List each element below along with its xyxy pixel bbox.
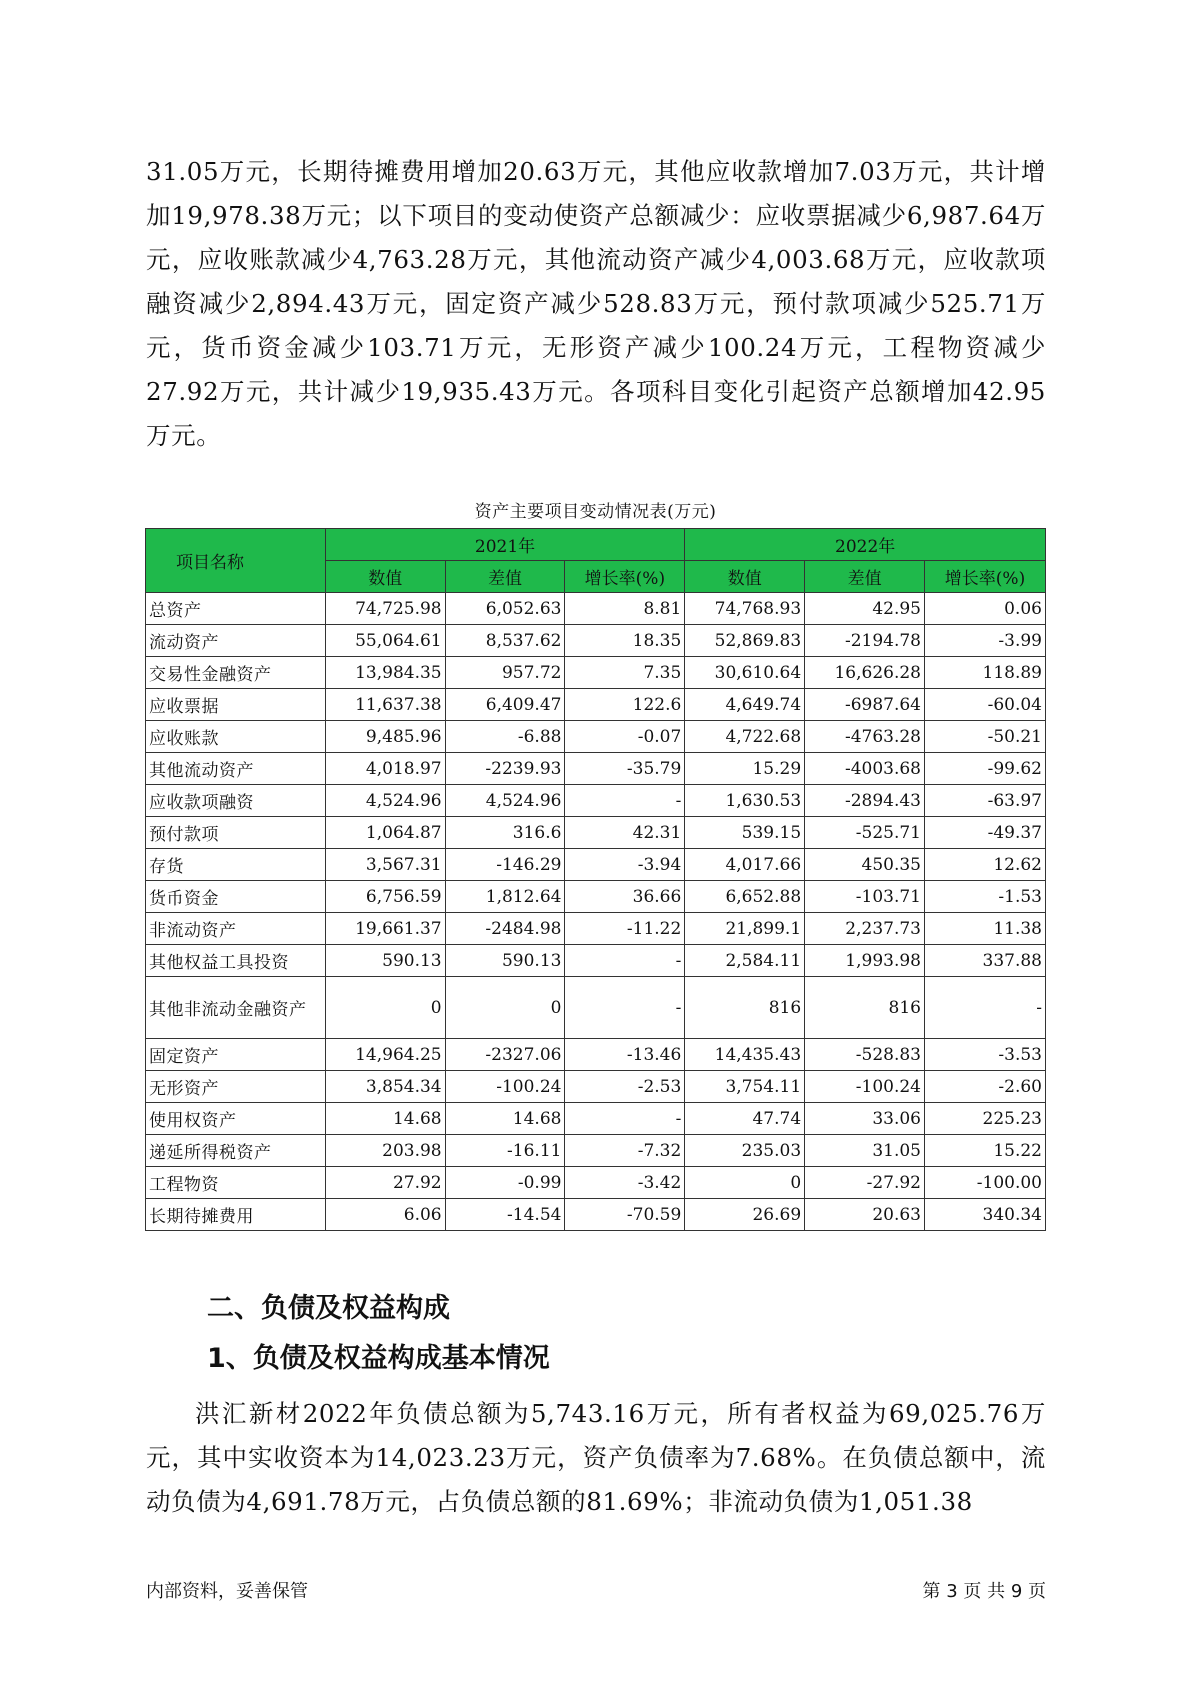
cell-item-name: 存货 <box>146 849 326 881</box>
cell-value-2022: 30,610.64 <box>685 657 805 689</box>
cell-diff-2021: 6,409.47 <box>445 689 565 721</box>
cell-rate-2021: -0.07 <box>565 721 685 753</box>
cell-rate-2021: -3.42 <box>565 1167 685 1199</box>
cell-diff-2022: 450.35 <box>805 849 925 881</box>
cell-rate-2021: - <box>565 1103 685 1135</box>
table-row <box>146 1103 1046 1135</box>
table-row <box>146 849 1046 881</box>
cell-item-name: 预付款项 <box>146 817 326 849</box>
cell-diff-2022: 42.95 <box>805 593 925 625</box>
cell-rate-2021: -7.32 <box>565 1135 685 1167</box>
cell-rate-2022: 340.34 <box>925 1199 1046 1231</box>
cell-diff-2021: 6,052.63 <box>445 593 565 625</box>
cell-value-2021: 19,661.37 <box>325 913 445 945</box>
cell-value-2022: 235.03 <box>685 1135 805 1167</box>
table-row <box>146 657 1046 689</box>
cell-diff-2022: -103.71 <box>805 881 925 913</box>
cell-value-2022: 4,649.74 <box>685 689 805 721</box>
table-row <box>146 913 1046 945</box>
cell-rate-2022: -1.53 <box>925 881 1046 913</box>
cell-item-name: 非流动资产 <box>146 913 326 945</box>
cell-rate-2022: -3.53 <box>925 1039 1046 1071</box>
table-row <box>146 1071 1046 1103</box>
cell-rate-2022: 11.38 <box>925 913 1046 945</box>
cell-rate-2021: 7.35 <box>565 657 685 689</box>
cell-diff-2021: -2239.93 <box>445 753 565 785</box>
asset-change-table <box>145 528 1046 1231</box>
table-row <box>146 945 1046 977</box>
cell-value-2022: 6,652.88 <box>685 881 805 913</box>
cell-diff-2021: -14.54 <box>445 1199 565 1231</box>
cell-rate-2022: -100.00 <box>925 1167 1046 1199</box>
cell-rate-2021: 36.66 <box>565 881 685 913</box>
cell-item-name: 其他流动资产 <box>146 753 326 785</box>
cell-value-2021: 11,637.38 <box>325 689 445 721</box>
cell-diff-2021: -146.29 <box>445 849 565 881</box>
cell-value-2022: 74,768.93 <box>685 593 805 625</box>
cell-value-2022: 15.29 <box>685 753 805 785</box>
cell-value-2022: 4,722.68 <box>685 721 805 753</box>
cell-value-2022: 539.15 <box>685 817 805 849</box>
cell-value-2021: 14.68 <box>325 1103 445 1135</box>
cell-diff-2022: 20.63 <box>805 1199 925 1231</box>
cell-rate-2022: -99.62 <box>925 753 1046 785</box>
footer-confidential-note: 内部资料，妥善保管 <box>146 1581 308 1602</box>
cell-diff-2022: -4763.28 <box>805 721 925 753</box>
cell-value-2022: 26.69 <box>685 1199 805 1231</box>
cell-rate-2022: 337.88 <box>925 945 1046 977</box>
cell-diff-2021: 0 <box>445 977 565 1039</box>
cell-diff-2021: -0.99 <box>445 1167 565 1199</box>
cell-value-2021: 203.98 <box>325 1135 445 1167</box>
cell-rate-2022: -50.21 <box>925 721 1046 753</box>
cell-diff-2022: -100.24 <box>805 1071 925 1103</box>
table-row <box>146 1039 1046 1071</box>
cell-value-2021: 4,018.97 <box>325 753 445 785</box>
cell-item-name: 无形资产 <box>146 1071 326 1103</box>
cell-value-2021: 4,524.96 <box>325 785 445 817</box>
cell-item-name: 其他非流动金融资产 <box>146 977 326 1039</box>
cell-diff-2022: -2194.78 <box>805 625 925 657</box>
cell-rate-2022: 12.62 <box>925 849 1046 881</box>
cell-value-2021: 9,485.96 <box>325 721 445 753</box>
cell-diff-2021: -2484.98 <box>445 913 565 945</box>
cell-value-2022: 52,869.83 <box>685 625 805 657</box>
cell-diff-2021: 8,537.62 <box>445 625 565 657</box>
cell-value-2021: 0 <box>325 977 445 1039</box>
cell-rate-2021: -35.79 <box>565 753 685 785</box>
table-body <box>146 593 1046 1231</box>
cell-item-name: 应收款项融资 <box>146 785 326 817</box>
cell-rate-2021: 42.31 <box>565 817 685 849</box>
cell-diff-2021: -2327.06 <box>445 1039 565 1071</box>
cell-item-name: 其他权益工具投资 <box>146 945 326 977</box>
cell-diff-2021: 4,524.96 <box>445 785 565 817</box>
cell-rate-2021: - <box>565 945 685 977</box>
cell-rate-2021: - <box>565 785 685 817</box>
table-row <box>146 689 1046 721</box>
cell-diff-2022: -4003.68 <box>805 753 925 785</box>
cell-diff-2021: -16.11 <box>445 1135 565 1167</box>
cell-rate-2022: 225.23 <box>925 1103 1046 1135</box>
table-row <box>146 593 1046 625</box>
table-row <box>146 721 1046 753</box>
cell-diff-2021: -6.88 <box>445 721 565 753</box>
cell-rate-2022: -49.37 <box>925 817 1046 849</box>
cell-value-2022: 0 <box>685 1167 805 1199</box>
cell-diff-2021: 957.72 <box>445 657 565 689</box>
footer-page-number: 第 3 页 共 9 页 <box>922 1581 1046 1602</box>
year-header-2022: 2022年 <box>685 529 1046 561</box>
cell-diff-2022: -2894.43 <box>805 785 925 817</box>
col-header-diff-2021: 差值 <box>445 561 565 593</box>
cell-diff-2022: 16,626.28 <box>805 657 925 689</box>
cell-item-name: 固定资产 <box>146 1039 326 1071</box>
cell-rate-2021: -3.94 <box>565 849 685 881</box>
cell-value-2021: 1,064.87 <box>325 817 445 849</box>
cell-value-2021: 13,984.35 <box>325 657 445 689</box>
table-row <box>146 881 1046 913</box>
cell-rate-2022: 118.89 <box>925 657 1046 689</box>
table-row <box>146 785 1046 817</box>
table-row <box>146 625 1046 657</box>
cell-item-name: 应收账款 <box>146 721 326 753</box>
cell-rate-2022: 0.06 <box>925 593 1046 625</box>
cell-diff-2022: -525.71 <box>805 817 925 849</box>
cell-value-2022: 2,584.11 <box>685 945 805 977</box>
cell-item-name: 使用权资产 <box>146 1103 326 1135</box>
cell-diff-2021: -100.24 <box>445 1071 565 1103</box>
cell-value-2021: 14,964.25 <box>325 1039 445 1071</box>
cell-value-2022: 21,899.1 <box>685 913 805 945</box>
table-caption: 资产主要项目变动情况表(万元) <box>474 502 717 522</box>
cell-diff-2021: 14.68 <box>445 1103 565 1135</box>
table-row <box>146 1167 1046 1199</box>
table-row <box>146 1199 1046 1231</box>
cell-value-2021: 590.13 <box>325 945 445 977</box>
cell-rate-2021: -13.46 <box>565 1039 685 1071</box>
table-row <box>146 817 1046 849</box>
cell-item-name: 长期待摊费用 <box>146 1199 326 1231</box>
cell-diff-2021: 316.6 <box>445 817 565 849</box>
cell-rate-2021: 122.6 <box>565 689 685 721</box>
col-header-value-2022: 数值 <box>685 561 805 593</box>
cell-item-name: 应收票据 <box>146 689 326 721</box>
cell-diff-2022: -6987.64 <box>805 689 925 721</box>
body-paragraph: 洪汇新材2022年负债总额为5,743.16万元，所有者权益为69,025.76万元，其中实收资本为14,023.23万元，资产负债率为7.68%。在负债总额中，流动负债为4,691.78万元，占负债总额的81.69%；非流动负债为1,051.38 <box>146 1399 1046 1516</box>
cell-value-2021: 27.92 <box>325 1167 445 1199</box>
cell-rate-2021: 8.81 <box>565 593 685 625</box>
intro-paragraph: 31.05万元，长期待摊费用增加20.63万元，其他应收款增加7.03万元，共计增加19,978.38万元；以下项目的变动使资产总额减少：应收票据减少6,987.64万元，应收账款减少4,763.28万元，其他流动资产减少4,003.68万元，应收款项融资减少2,894.43万元，固定资产减少528.83万元，预付款项减少525.71万元，货币资金减少103.71万元，无形资产减少100.24万元，工程物资减少27.92万元，共计减少19,935.43万元。各项科目变化引起资产总额增加42.95万元。 <box>146 157 1046 450</box>
cell-item-name: 递延所得税资产 <box>146 1135 326 1167</box>
table-row <box>146 977 1046 1039</box>
cell-diff-2022: -27.92 <box>805 1167 925 1199</box>
cell-diff-2022: 816 <box>805 977 925 1039</box>
cell-value-2022: 47.74 <box>685 1103 805 1135</box>
col-header-rate-2021: 增长率(%) <box>565 561 685 593</box>
cell-value-2021: 74,725.98 <box>325 593 445 625</box>
cell-diff-2022: 1,993.98 <box>805 945 925 977</box>
section-heading: 二、负债及权益构成 <box>207 1293 450 1324</box>
cell-rate-2022: -63.97 <box>925 785 1046 817</box>
cell-item-name: 交易性金融资产 <box>146 657 326 689</box>
cell-rate-2021: -2.53 <box>565 1071 685 1103</box>
subsection-heading: 1、负债及权益构成基本情况 <box>207 1343 550 1374</box>
cell-rate-2021: 18.35 <box>565 625 685 657</box>
cell-diff-2022: 2,237.73 <box>805 913 925 945</box>
cell-rate-2021: - <box>565 977 685 1039</box>
table-row <box>146 753 1046 785</box>
cell-diff-2022: -528.83 <box>805 1039 925 1071</box>
cell-item-name: 流动资产 <box>146 625 326 657</box>
cell-item-name: 货币资金 <box>146 881 326 913</box>
cell-value-2021: 3,854.34 <box>325 1071 445 1103</box>
cell-diff-2021: 1,812.64 <box>445 881 565 913</box>
cell-diff-2022: 31.05 <box>805 1135 925 1167</box>
cell-value-2022: 3,754.11 <box>685 1071 805 1103</box>
cell-value-2022: 14,435.43 <box>685 1039 805 1071</box>
cell-item-name: 总资产 <box>146 593 326 625</box>
cell-diff-2021: 590.13 <box>445 945 565 977</box>
cell-rate-2022: - <box>925 977 1046 1039</box>
cell-value-2021: 6,756.59 <box>325 881 445 913</box>
cell-value-2021: 55,064.61 <box>325 625 445 657</box>
cell-rate-2022: 15.22 <box>925 1135 1046 1167</box>
item-name-header: 项目名称 <box>146 529 326 593</box>
cell-rate-2021: -70.59 <box>565 1199 685 1231</box>
cell-rate-2021: -11.22 <box>565 913 685 945</box>
col-header-value-2021: 数值 <box>325 561 445 593</box>
cell-rate-2022: -2.60 <box>925 1071 1046 1103</box>
cell-value-2022: 1,630.53 <box>685 785 805 817</box>
cell-item-name: 工程物资 <box>146 1167 326 1199</box>
cell-value-2022: 4,017.66 <box>685 849 805 881</box>
col-header-diff-2022: 差值 <box>805 561 925 593</box>
cell-value-2022: 816 <box>685 977 805 1039</box>
year-header-2021: 2021年 <box>325 529 685 561</box>
cell-value-2021: 3,567.31 <box>325 849 445 881</box>
cell-diff-2022: 33.06 <box>805 1103 925 1135</box>
table-row <box>146 1135 1046 1167</box>
col-header-rate-2022: 增长率(%) <box>925 561 1046 593</box>
cell-value-2021: 6.06 <box>325 1199 445 1231</box>
cell-rate-2022: -60.04 <box>925 689 1046 721</box>
cell-rate-2022: -3.99 <box>925 625 1046 657</box>
